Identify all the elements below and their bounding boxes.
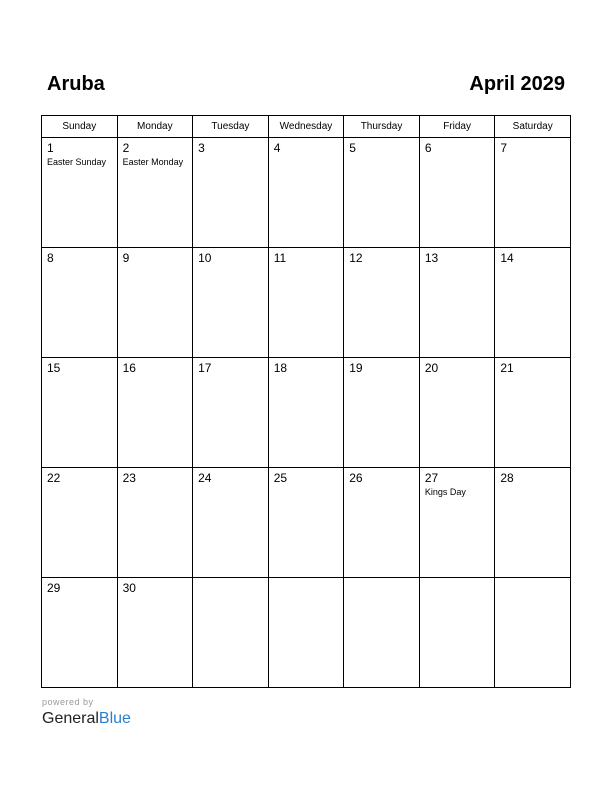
day-number: 11 xyxy=(273,251,287,265)
day-number: 26 xyxy=(349,471,363,485)
weekday-header-row xyxy=(42,116,571,138)
empty-day-cell xyxy=(419,578,495,688)
holiday-label: Easter Sunday xyxy=(47,157,107,167)
weekday-wednesday: Wednesday xyxy=(268,116,344,138)
day-number: 12 xyxy=(349,251,363,265)
day-number: 16 xyxy=(122,361,136,375)
day-number: 1 xyxy=(47,141,54,155)
calendar-grid xyxy=(41,115,571,688)
weekday-saturday: Saturday xyxy=(495,116,571,138)
weekday-friday: Friday xyxy=(419,116,495,138)
day-cell xyxy=(495,358,571,468)
day-number: 2 xyxy=(122,141,130,155)
day-number: 3 xyxy=(198,141,205,155)
day-cell xyxy=(193,468,269,578)
day-number: 6 xyxy=(424,141,432,155)
day-cell xyxy=(344,138,420,248)
day-cell xyxy=(117,138,193,248)
day-cell xyxy=(268,138,344,248)
day-number: 4 xyxy=(273,141,281,155)
day-cell xyxy=(42,138,118,248)
day-number: 22 xyxy=(47,471,61,485)
week-row xyxy=(42,138,571,248)
day-cell xyxy=(268,468,344,578)
day-cell xyxy=(344,468,420,578)
day-number: 21 xyxy=(500,361,514,375)
day-number: 17 xyxy=(198,361,212,375)
powered-by-text: powered by xyxy=(42,697,94,707)
weekday-tuesday: Tuesday xyxy=(193,116,269,138)
day-cell xyxy=(344,358,420,468)
day-number: 30 xyxy=(122,581,136,595)
week-row xyxy=(42,358,571,468)
day-number: 20 xyxy=(424,361,439,375)
empty-day-cell xyxy=(268,578,344,688)
country-title: Aruba xyxy=(47,73,105,95)
empty-day-cell xyxy=(344,578,420,688)
day-number: 18 xyxy=(273,361,288,375)
day-cell xyxy=(419,248,495,358)
day-cell xyxy=(42,358,118,468)
day-cell xyxy=(42,248,118,358)
day-cell xyxy=(193,358,269,468)
footer-branding xyxy=(42,697,131,729)
day-number: 25 xyxy=(273,471,288,485)
day-cell xyxy=(419,358,495,468)
day-cell xyxy=(42,578,118,688)
day-number: 29 xyxy=(47,581,61,595)
week-row xyxy=(42,248,571,358)
day-cell xyxy=(193,138,269,248)
generalblue-logo xyxy=(42,709,131,729)
holiday-label: Kings Day xyxy=(424,487,466,497)
weekday-monday: Monday xyxy=(117,116,193,138)
day-cell xyxy=(117,468,193,578)
day-cell xyxy=(117,248,193,358)
day-cell xyxy=(268,248,344,358)
day-number: 7 xyxy=(500,141,508,155)
day-number: 24 xyxy=(198,471,212,485)
brand-general-text: General xyxy=(42,710,99,727)
day-cell xyxy=(419,138,495,248)
day-cell xyxy=(268,358,344,468)
day-number: 27 xyxy=(424,471,439,485)
empty-day-cell xyxy=(495,578,571,688)
day-number: 19 xyxy=(349,361,363,375)
day-cell xyxy=(193,248,269,358)
month-year-title: April 2029 xyxy=(469,73,565,95)
day-cell xyxy=(495,248,571,358)
day-number: 8 xyxy=(47,251,54,265)
day-number: 10 xyxy=(198,251,212,265)
day-number: 9 xyxy=(122,251,130,265)
day-cell xyxy=(117,578,193,688)
day-cell xyxy=(495,138,571,248)
week-row xyxy=(42,468,571,578)
day-number: 5 xyxy=(349,141,356,155)
day-cell xyxy=(419,468,495,578)
day-number: 13 xyxy=(424,251,439,265)
day-number: 15 xyxy=(47,361,61,375)
day-cell xyxy=(344,248,420,358)
week-row xyxy=(42,578,571,688)
day-cell xyxy=(42,468,118,578)
day-cell xyxy=(117,358,193,468)
day-cell xyxy=(495,468,571,578)
weekday-thursday: Thursday xyxy=(344,116,420,138)
empty-day-cell xyxy=(193,578,269,688)
brand-blue-text: Blue xyxy=(98,710,131,727)
day-number: 28 xyxy=(500,471,514,485)
day-number: 14 xyxy=(500,251,514,265)
weekday-sunday: Sunday xyxy=(42,116,118,138)
holiday-label: Easter Monday xyxy=(122,157,184,167)
day-number: 23 xyxy=(122,471,136,485)
